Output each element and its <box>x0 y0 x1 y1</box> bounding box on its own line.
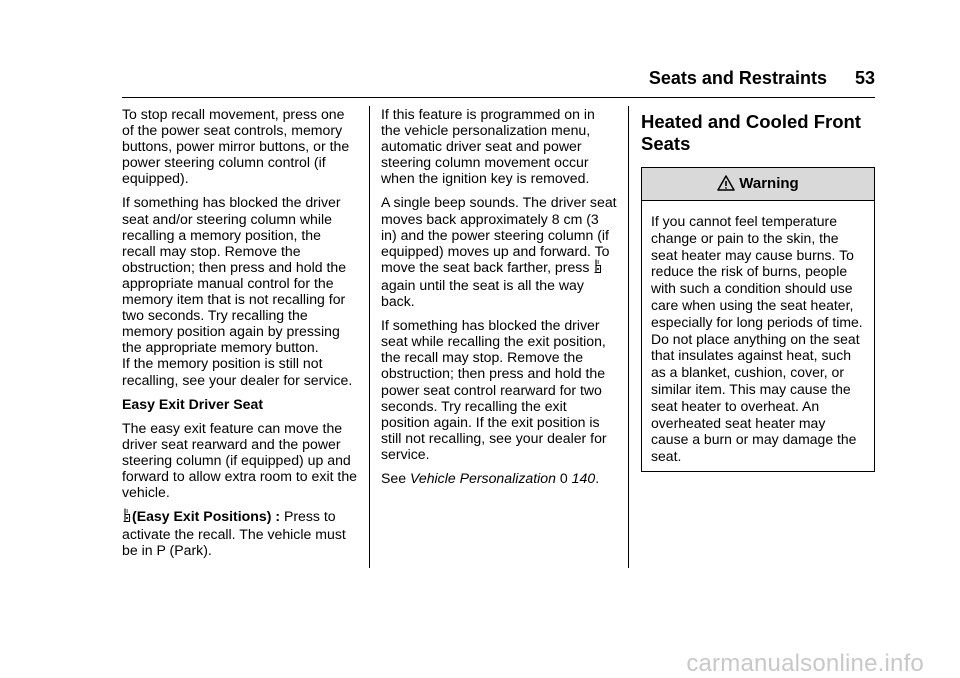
warning-title: Warning <box>739 175 799 192</box>
column-2 <box>381 106 617 494</box>
section-heading: Heated and Cooled Front Seats <box>641 111 861 154</box>
page-number: 53 <box>854 68 875 88</box>
see-reference-link[interactable]: Vehicle Personalization <box>410 469 556 486</box>
see-label: See <box>381 469 410 486</box>
section-title: Seats and Restraints <box>648 68 827 88</box>
paragraph-blocked-memory: If something has blocked the driver seat and/or steering column while recalling a memory position, the recall may stop. Remove the obstruction; then press and hold the appropriate manual control for the memory item that is not recalling for two seconds. Try recalling the memory position again by pressing the appropriate memory button. <box>122 194 347 356</box>
beep-text-start: A single beep sounds. The driver seat moves back approximately 8 cm (3 in) and the power steering column (if equipped) moves up and forward. To move the seat back farther, press <box>381 194 617 275</box>
column-3 <box>641 106 875 472</box>
easy-exit-text: Press to activate the recall. The vehicle must be in P (Park). <box>122 508 346 559</box>
paragraph-see-reference <box>381 470 617 486</box>
warning-header <box>642 168 874 201</box>
subheading-easy-exit: Easy Exit Driver Seat <box>122 395 264 412</box>
easy-exit-label: (Easy Exit Positions) : <box>132 508 281 525</box>
paragraph-easy-exit-feature: The easy exit feature can move the driver seat rearward and the power steering column (if equipped) up and forward to allow extra room to exit the vehicle. <box>122 419 357 501</box>
warning-box <box>641 167 875 472</box>
seat-easy-exit-icon <box>122 508 132 526</box>
warning-text: If you cannot feel temperature change or pain to the skin, the seat heater may cause burns. To reduce the risk of burns, people with such a condition should use care when using the seat heater, especially for long periods of time. Do not place anything on the seat that insulates against heat, such as a blanket, cushion, cover, or similar item. This may cause the seat heater to overheat. An overheated seat heater may cause a burn or may damage the seat. <box>651 213 863 465</box>
paragraph-personalization: If this feature is programmed on in the vehicle personalization menu, automatic driver seat and power steering column movement occur when the ignition key is removed. <box>381 106 595 187</box>
paragraph-memory-not-recalling: If the memory position is still not recalling, see your dealer for service. <box>122 355 353 388</box>
see-end: . <box>595 469 600 486</box>
paragraph-blocked-exit: If something has blocked the driver seat while recalling the exit position, the recall may stop. Remove the obstruction; then press and hold the power seat control rearward for two seconds. Try recalling the exit position again. If the exit position is still not recalling, see your dealer for service. <box>381 317 607 462</box>
warning-body <box>642 201 874 471</box>
seat-easy-exit-icon <box>593 259 603 277</box>
page-ref-icon: 0 <box>559 469 568 486</box>
watermark: carmanualsonline.info <box>686 650 924 677</box>
warning-triangle-icon <box>717 175 735 191</box>
header-rule <box>122 97 875 98</box>
beep-text-end: again until the seat is all the way back. <box>381 276 584 310</box>
column-1 <box>122 106 357 566</box>
page-header <box>0 68 875 89</box>
paragraph-single-beep <box>381 194 617 309</box>
paragraph-easy-exit-positions <box>122 508 357 558</box>
see-page-number[interactable]: 140 <box>571 469 596 486</box>
paragraph-stop-recall: To stop recall movement, press one of the power seat controls, memory buttons, power mirror buttons, or the power steering column control (if equipped). <box>122 106 350 187</box>
column-divider-1 <box>369 106 370 568</box>
column-divider-2 <box>628 106 629 568</box>
